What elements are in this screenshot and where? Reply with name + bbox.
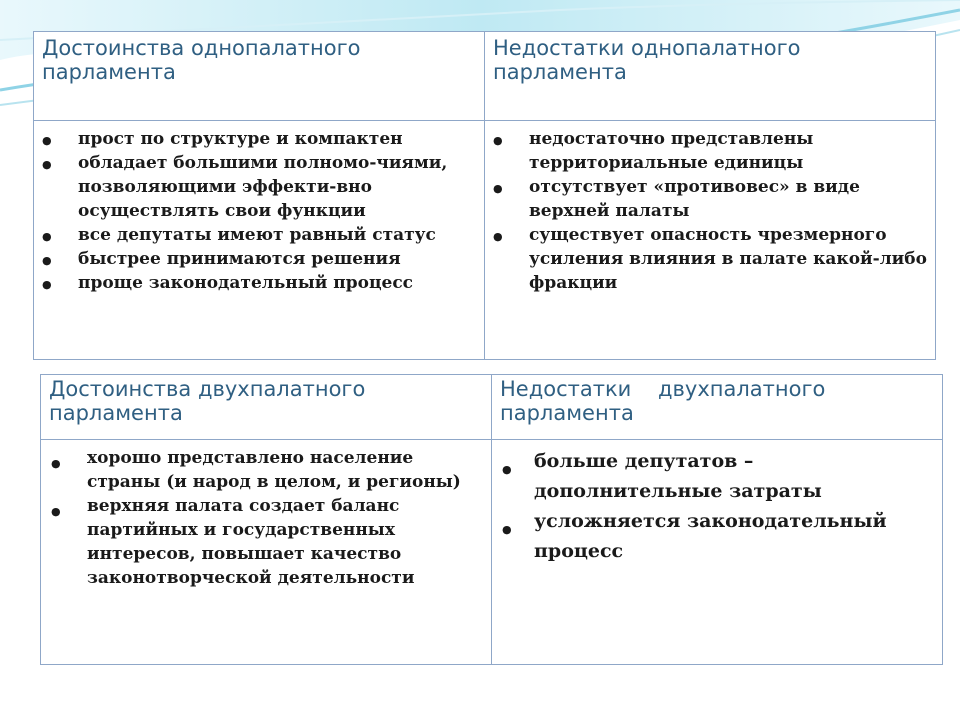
list-item: ● верхняя палата создает баланс партийных и государственных интересов, повышает качество законотворческой деятельности: [51, 496, 415, 588]
bicameral-cons-list: [492, 446, 942, 566]
list-item: ● прост по структуре и компактен: [34, 127, 484, 151]
list-item: ● усложняется законодательный процесс: [502, 510, 887, 562]
list-item: ● проще законодательный процесс: [34, 271, 484, 295]
bullet-dot-icon: ●: [502, 463, 512, 476]
list-item: ● больше депутатов – дополнительные затраты: [502, 450, 822, 502]
unicameral-pros-list: [34, 127, 484, 295]
bicameral-pros-header: Достоинства двухпалатного парламента: [41, 375, 492, 440]
unicameral-cons-header: Недостатки однопалатного парламента: [485, 32, 936, 121]
bullet-dot-icon: ●: [493, 230, 503, 243]
unicameral-cons-list: [485, 127, 935, 295]
list-item: ● хорошо представлено население страны (и народ в целом, и регионы): [51, 448, 461, 492]
bicameral-pros-cell: [41, 440, 492, 665]
bullet-dot-icon: ●: [493, 134, 503, 147]
unicameral-pros-header: Достоинства однопалатного парламента: [34, 32, 485, 121]
bicameral-pros-list: [41, 446, 491, 590]
list-item: ● отсутствует «противовес» в виде верхней палаты: [493, 177, 860, 221]
list-item: ● существует опасность чрезмерного усиления влияния в палате какой-либо фракции: [493, 225, 927, 293]
unicameral-cons-cell: [485, 121, 936, 360]
bullet-dot-icon: ●: [42, 278, 52, 291]
bullet-dot-icon: ●: [493, 182, 503, 195]
bicameral-table: [40, 374, 943, 665]
list-item: ● быстрее принимаются решения: [34, 247, 484, 271]
bullet-dot-icon: ●: [51, 505, 61, 518]
unicameral-table: [33, 31, 936, 360]
bullet-dot-icon: ●: [42, 230, 52, 243]
unicameral-pros-cell: [34, 121, 485, 360]
list-item: ● все депутаты имеют равный статус: [34, 223, 484, 247]
bicameral-cons-cell: [492, 440, 943, 665]
bullet-dot-icon: ●: [42, 158, 52, 171]
bullet-dot-icon: ●: [42, 134, 52, 147]
bullet-dot-icon: ●: [51, 457, 61, 470]
list-item: ● обладает большими полномо-чиями, позволяющими эффекти-вно осуществлять свои функции: [42, 153, 448, 221]
bullet-dot-icon: ●: [42, 254, 52, 267]
bullet-dot-icon: ●: [502, 523, 512, 536]
bicameral-cons-header: Недостатки двухпалатного парламента: [492, 375, 943, 440]
list-item: ● недостаточно представлены территориальные единицы: [493, 129, 814, 173]
